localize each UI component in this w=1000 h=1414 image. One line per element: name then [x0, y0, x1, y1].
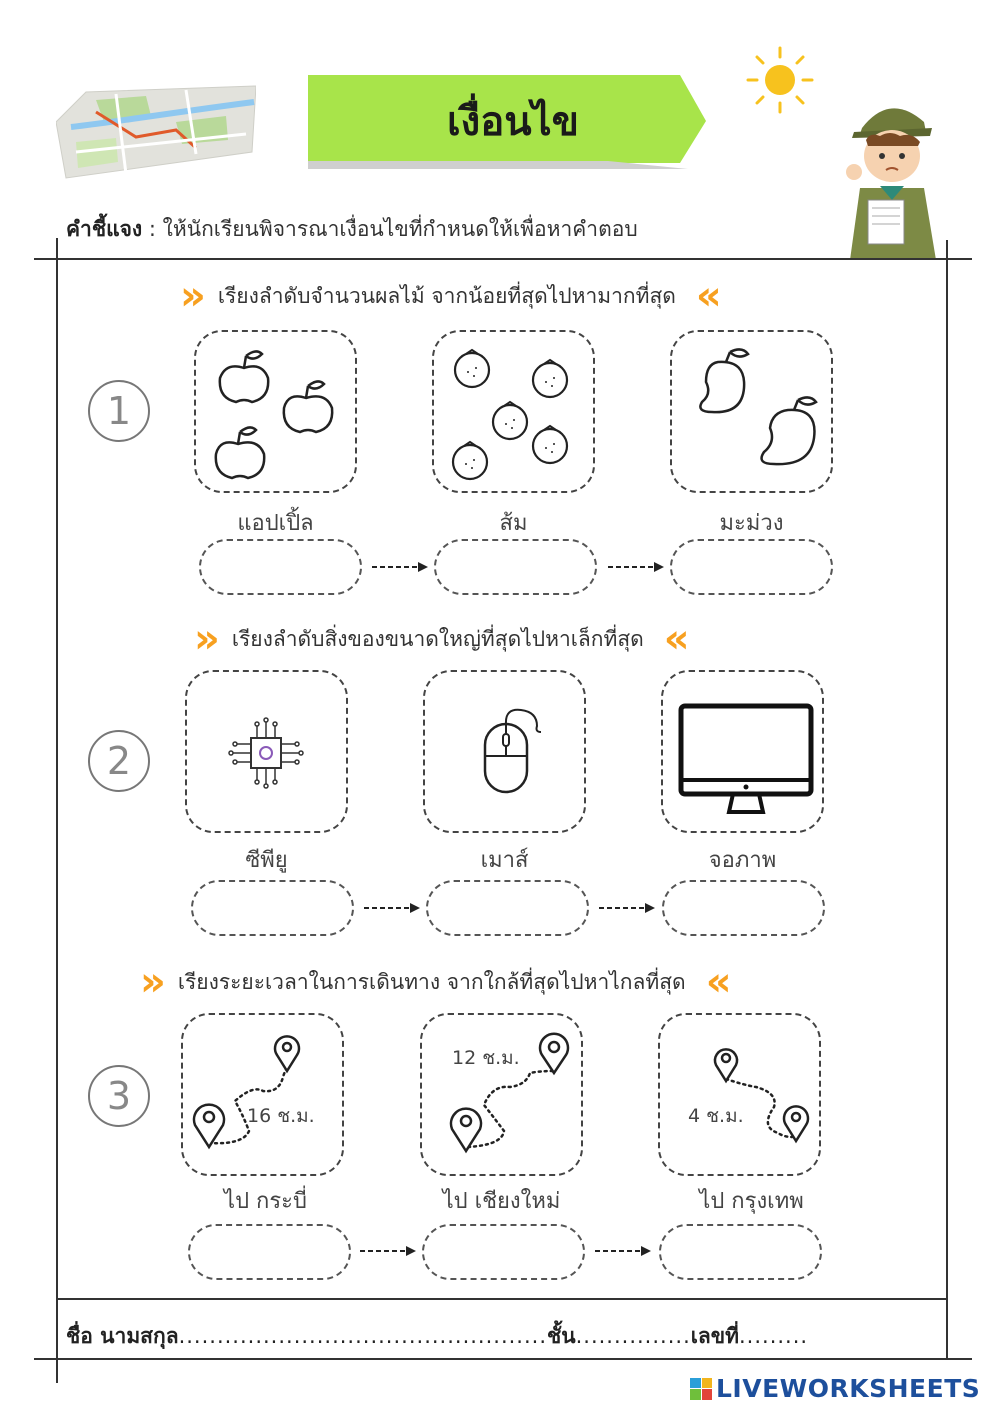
section-3-number: 3: [88, 1065, 150, 1127]
krabi-duration: 16 ช.ม.: [247, 1105, 315, 1127]
frame-top-line: [34, 258, 972, 260]
section-2-answer-box-2[interactable]: [426, 880, 589, 936]
liveworksheets-logo-icon: [690, 1378, 712, 1400]
frame-footer-line: [56, 1298, 948, 1300]
chevron-right-icon: »: [140, 959, 154, 1005]
section-3-answer-box-3[interactable]: [659, 1224, 822, 1280]
monitor-card: [661, 670, 824, 833]
section-1-answer-box-1[interactable]: [199, 539, 362, 595]
orange-icon: [434, 332, 597, 495]
number-label: เลขที่: [690, 1324, 739, 1348]
class-label: ชั้น: [547, 1324, 576, 1348]
brand-text: LIVEWORKSHEETS: [716, 1374, 981, 1403]
arrow-right-icon: [599, 902, 655, 914]
arrow-right-icon: [372, 561, 428, 573]
cpu-card: [185, 670, 348, 833]
arrow-right-icon: [608, 561, 664, 573]
bangkok-duration: 4 ช.ม.: [688, 1105, 744, 1127]
explorer-character-illustration: [840, 88, 940, 260]
name-field[interactable]: ................................................: [178, 1324, 547, 1348]
frame-right-line: [946, 240, 948, 1360]
student-info-line: [66, 1320, 808, 1353]
sun-icon: [742, 44, 818, 116]
instruction: [66, 213, 638, 246]
apple-label: แอปเปิ้ล: [237, 511, 314, 536]
route-icon: [183, 1015, 346, 1178]
class-field[interactable]: ...............: [575, 1324, 691, 1348]
chevron-left-icon: «: [705, 959, 720, 1005]
monitor-label: จอภาพ: [708, 848, 777, 873]
mango-card: [670, 330, 833, 493]
page-title: เงื่อนไข: [446, 99, 580, 145]
orange-card: [432, 330, 595, 493]
section-2-number: 2: [88, 730, 150, 792]
name-label: ชื่อ นามสกุล: [66, 1324, 179, 1348]
mango-label: มะม่วง: [719, 511, 784, 536]
instruction-text: : ให้นักเรียนพิจารณาเงื่อนไขที่กำหนดให้เพื่อหาคำตอบ: [142, 217, 638, 241]
frame-left-line: [56, 238, 58, 1383]
section-3-answer-box-1[interactable]: [188, 1224, 351, 1280]
chiangmai-duration: 12 ช.ม.: [452, 1047, 520, 1069]
chevron-right-icon: »: [180, 273, 194, 319]
mouse-label: เมาส์: [480, 848, 529, 873]
apple-icon: [196, 332, 359, 495]
arrow-right-icon: [364, 902, 420, 914]
krabi-route-card: [181, 1013, 344, 1176]
section-3-answer-box-2[interactable]: [422, 1224, 585, 1280]
section-2-answer-box-1[interactable]: [191, 880, 354, 936]
arrow-right-icon: [595, 1245, 651, 1257]
section-3-heading-text: เรียงระยะเวลาในการเดินทาง จากใกล้ที่สุดไปหาไกลที่สุด: [177, 969, 686, 994]
monitor-icon: [663, 672, 826, 835]
route-icon: [422, 1015, 585, 1178]
chevron-left-icon: «: [695, 273, 710, 319]
section-1-answer-box-3[interactable]: [670, 539, 833, 595]
apple-card: [194, 330, 357, 493]
section-1-heading: [180, 273, 710, 319]
chevron-left-icon: «: [663, 616, 678, 662]
frame-bottom-line: [34, 1358, 972, 1360]
number-field[interactable]: .........: [739, 1324, 809, 1348]
section-3-heading: [140, 959, 720, 1005]
liveworksheets-brand: [690, 1374, 980, 1403]
krabi-label: ไป กระบี่: [224, 1189, 307, 1214]
map-illustration: [56, 82, 256, 182]
mango-icon: [672, 332, 835, 495]
section-1-answer-box-2[interactable]: [434, 539, 597, 595]
title-banner: [308, 73, 708, 169]
bangkok-label: ไป กรุงเทพ: [699, 1189, 804, 1214]
chevron-right-icon: »: [194, 616, 208, 662]
route-icon: [660, 1015, 823, 1178]
instruction-label: คำชี้แจง: [66, 217, 143, 241]
cpu-label: ซีพียู: [245, 848, 288, 873]
section-1-number: 1: [88, 380, 150, 442]
section-1-heading-text: เรียงลำดับจำนวนผลไม้ จากน้อยที่สุดไปหามากที่สุด: [217, 283, 676, 308]
bangkok-route-card: [658, 1013, 821, 1176]
mouse-card: [423, 670, 586, 833]
section-2-heading: [194, 616, 678, 662]
chiangmai-route-card: [420, 1013, 583, 1176]
section-2-heading-text: เรียงลำดับสิ่งของขนาดใหญ่ที่สุดไปหาเล็กที่สุด: [231, 626, 644, 651]
mouse-icon: [425, 672, 588, 835]
orange-label: ส้ม: [499, 511, 528, 536]
section-2-answer-box-3[interactable]: [662, 880, 825, 936]
cpu-icon: [187, 672, 350, 835]
arrow-right-icon: [360, 1245, 416, 1257]
chiangmai-label: ไป เชียงใหม่: [442, 1189, 561, 1214]
